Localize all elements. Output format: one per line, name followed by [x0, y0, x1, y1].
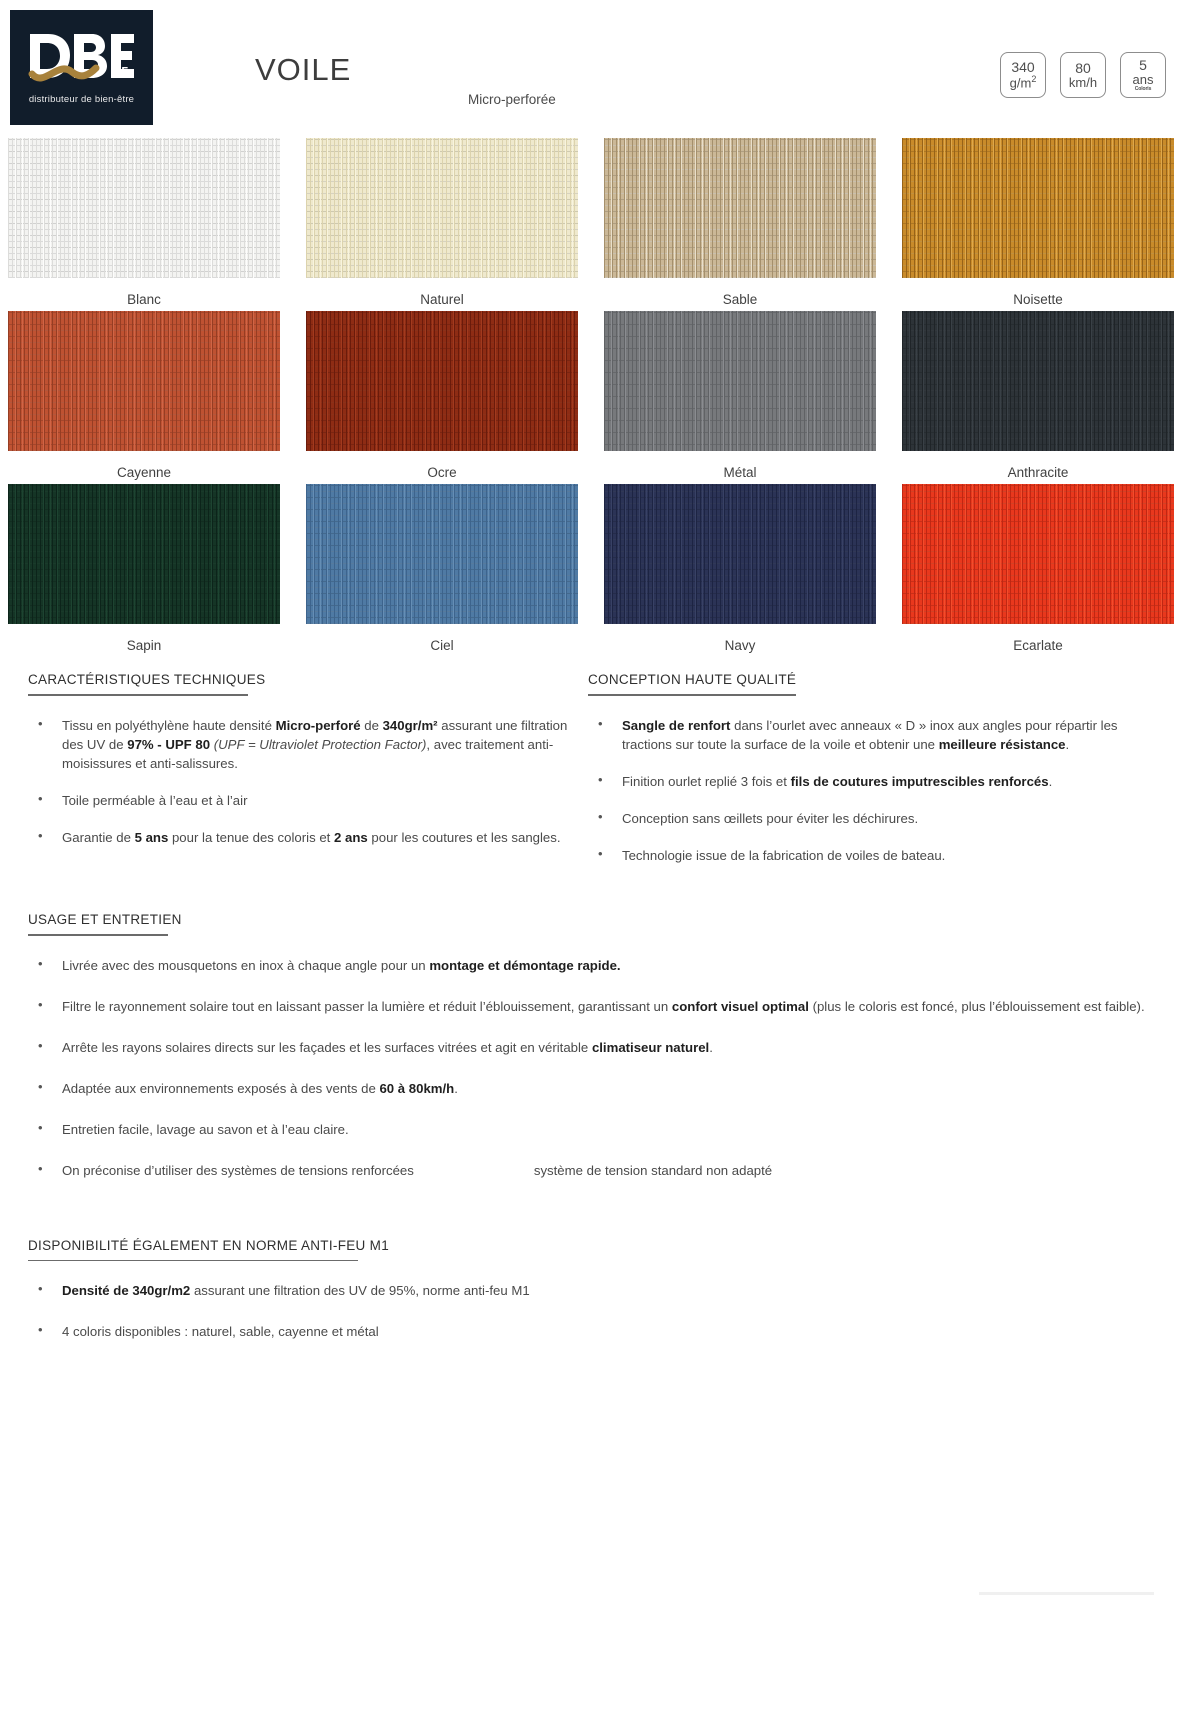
- swatch-label: Blanc: [127, 292, 161, 307]
- weave-texture: [8, 311, 280, 451]
- weave-texture: [8, 484, 280, 624]
- weight-badge-value: 340: [1011, 59, 1035, 76]
- section-usage-title: USAGE ET ENTRETIEN: [28, 912, 182, 928]
- warranty-badge: [1120, 52, 1166, 98]
- weave-texture: [604, 484, 876, 624]
- weave-texture: [306, 138, 578, 278]
- tension-text-right: système de tension standard non adapté: [533, 1163, 773, 1179]
- section-quality: [588, 671, 1148, 883]
- brand-tagline: distributeur de bien-être: [28, 94, 135, 105]
- swatch-fabric-blanc: [8, 138, 280, 278]
- section-usage: [20, 911, 1162, 1180]
- color-swatch-grid: [0, 138, 1182, 653]
- swatch-label: Anthracite: [1007, 465, 1069, 480]
- swatch-cell-métal[interactable]: [604, 311, 876, 480]
- swatch-cell-naturel[interactable]: [306, 138, 578, 307]
- weave-texture: [8, 138, 280, 278]
- svg-text:85: 85: [113, 64, 128, 79]
- swatch-fabric-anthracite: [902, 311, 1174, 451]
- swatch-row: [0, 484, 1182, 653]
- section-technical-rule: [28, 694, 248, 696]
- content-sections: [0, 671, 1182, 1341]
- list-item-tension: [28, 1161, 1162, 1180]
- section-antifire-rule: [28, 1260, 358, 1262]
- swatch-label: Sable: [722, 292, 758, 307]
- swatch-fabric-métal: [604, 311, 876, 451]
- weave-texture: [306, 311, 578, 451]
- section-usage-rule: [28, 934, 168, 936]
- wind-badge-value: 80: [1075, 59, 1091, 76]
- weave-texture: [604, 138, 876, 278]
- warranty-badge-unit: ans: [1132, 71, 1154, 87]
- list-item: • Adaptée aux environnements exposés à des vents de 60 à 80km/h.: [28, 1079, 1162, 1098]
- tension-text-left: • On préconise d’utiliser des systèmes de tensions renforcées: [62, 1163, 414, 1179]
- swatch-fabric-naturel: [306, 138, 578, 278]
- spec-badges: [1000, 52, 1166, 98]
- swatch-cell-sable[interactable]: [604, 138, 876, 307]
- list-item: • 4 coloris disponibles : naturel, sable, cayenne et métal: [28, 1322, 1162, 1341]
- list-item: • Livrée avec des mousquetons en inox à chaque angle pour un montage et démontage rapide.: [28, 956, 1162, 975]
- section-technical: [20, 671, 568, 883]
- warranty-badge-value: 5: [1139, 57, 1147, 74]
- swatch-fabric-sable: [604, 138, 876, 278]
- list-item: • Garantie de 5 ans pour la tenue des coloris et 2 ans pour les coutures et les sangles.: [28, 828, 568, 847]
- section-quality-rule: [588, 694, 796, 696]
- swatch-label: Ecarlate: [1013, 638, 1063, 653]
- swatch-fabric-cayenne: [8, 311, 280, 451]
- swatch-cell-navy[interactable]: [604, 484, 876, 653]
- section-usage-list: [28, 956, 1162, 1181]
- swatch-label: Ciel: [430, 638, 454, 653]
- weave-texture: [306, 484, 578, 624]
- section-antifire-list: [28, 1281, 1162, 1341]
- swatch-label: Naturel: [420, 292, 464, 307]
- swatch-cell-blanc[interactable]: [8, 138, 280, 307]
- swatch-row: [0, 138, 1182, 307]
- list-item: • Technologie issue de la fabrication de voiles de bateau.: [588, 846, 1148, 865]
- swatch-label: Métal: [723, 465, 757, 480]
- swatch-cell-sapin[interactable]: [8, 484, 280, 653]
- list-item: • Filtre le rayonnement solaire tout en laissant passer la lumière et réduit l’éblouissement, garantissant un confort visuel optimal (plus le coloris est foncé, plus l’éblouissement est faible).: [28, 997, 1162, 1016]
- list-item: • Densité de 340gr/m2 assurant une filtration des UV de 95%, norme anti-feu M1: [28, 1281, 1162, 1300]
- warranty-badge-note: Coloris: [1134, 85, 1152, 92]
- swatch-fabric-navy: [604, 484, 876, 624]
- section-antifire: [20, 1237, 1162, 1342]
- swatch-label: Sapin: [126, 638, 162, 653]
- footer-marker: [979, 1592, 1154, 1595]
- swatch-label: Cayenne: [116, 465, 172, 480]
- section-technical-title: CARACTÉRISTIQUES TECHNIQUES: [28, 672, 266, 687]
- weave-texture: [902, 311, 1174, 451]
- page-subtitle: Micro-perforée: [468, 92, 556, 107]
- swatch-label: Noisette: [1013, 292, 1063, 307]
- brand-logo: [10, 10, 153, 125]
- swatch-cell-cayenne[interactable]: [8, 311, 280, 480]
- section-quality-list: [588, 716, 1148, 866]
- swatch-cell-anthracite[interactable]: [902, 311, 1174, 480]
- page-title: VOILE: [255, 52, 352, 87]
- weave-texture: [604, 311, 876, 451]
- swatch-cell-ocre[interactable]: [306, 311, 578, 480]
- logo-mark-icon: [28, 30, 136, 88]
- swatch-fabric-ocre: [306, 311, 578, 451]
- list-item: • Entretien facile, lavage au savon et à l’eau claire.: [28, 1120, 1162, 1139]
- swatch-cell-ecarlate[interactable]: [902, 484, 1174, 653]
- weight-badge: [1000, 52, 1046, 98]
- list-item: • Finition ourlet replié 3 fois et fils de coutures imputrescibles renforcés.: [588, 772, 1148, 791]
- wind-badge-unit: km/h: [1068, 74, 1098, 90]
- section-technical-list: [28, 716, 568, 848]
- swatch-cell-noisette[interactable]: [902, 138, 1174, 307]
- swatch-fabric-noisette: [902, 138, 1174, 278]
- swatch-row: [0, 311, 1182, 480]
- list-item: • Sangle de renfort dans l’ourlet avec anneaux « D » inox aux angles pour répartir les tractions sur toute la surface de la voile et obtenir une meilleure résistance.: [588, 716, 1148, 754]
- weave-texture: [902, 138, 1174, 278]
- swatch-label: Ocre: [427, 465, 457, 480]
- list-item: • Toile perméable à l’eau et à l’air: [28, 791, 568, 810]
- swatch-fabric-ecarlate: [902, 484, 1174, 624]
- list-item: • Conception sans œillets pour éviter les déchirures.: [588, 809, 1148, 828]
- weave-texture: [902, 484, 1174, 624]
- swatch-fabric-sapin: [8, 484, 280, 624]
- swatch-cell-ciel[interactable]: [306, 484, 578, 653]
- weight-badge-unit: $g/m^2$: [1009, 73, 1037, 91]
- list-item: • Arrête les rayons solaires directs sur les façades et les surfaces vitrées et agit en véritable climatiseur naturel.: [28, 1038, 1162, 1057]
- wind-badge: [1060, 52, 1106, 98]
- tension-gap-spacer: [414, 1161, 534, 1180]
- section-quality-title: CONCEPTION HAUTE QUALITÉ: [588, 672, 797, 687]
- page-header: [0, 0, 1182, 130]
- swatch-fabric-ciel: [306, 484, 578, 624]
- list-item: • Tissu en polyéthylène haute densité Micro-perforé de 340gr/m² assurant une filtration des UV de 97% - UPF 80 (UPF = Ultraviolet Protection Factor), avec traitement anti-moisissures et anti-salissures.: [28, 716, 568, 773]
- swatch-label: Navy: [724, 638, 756, 653]
- section-antifire-title: DISPONIBILITÉ ÉGALEMENT EN NORME ANTI-FEU M1: [28, 1237, 390, 1253]
